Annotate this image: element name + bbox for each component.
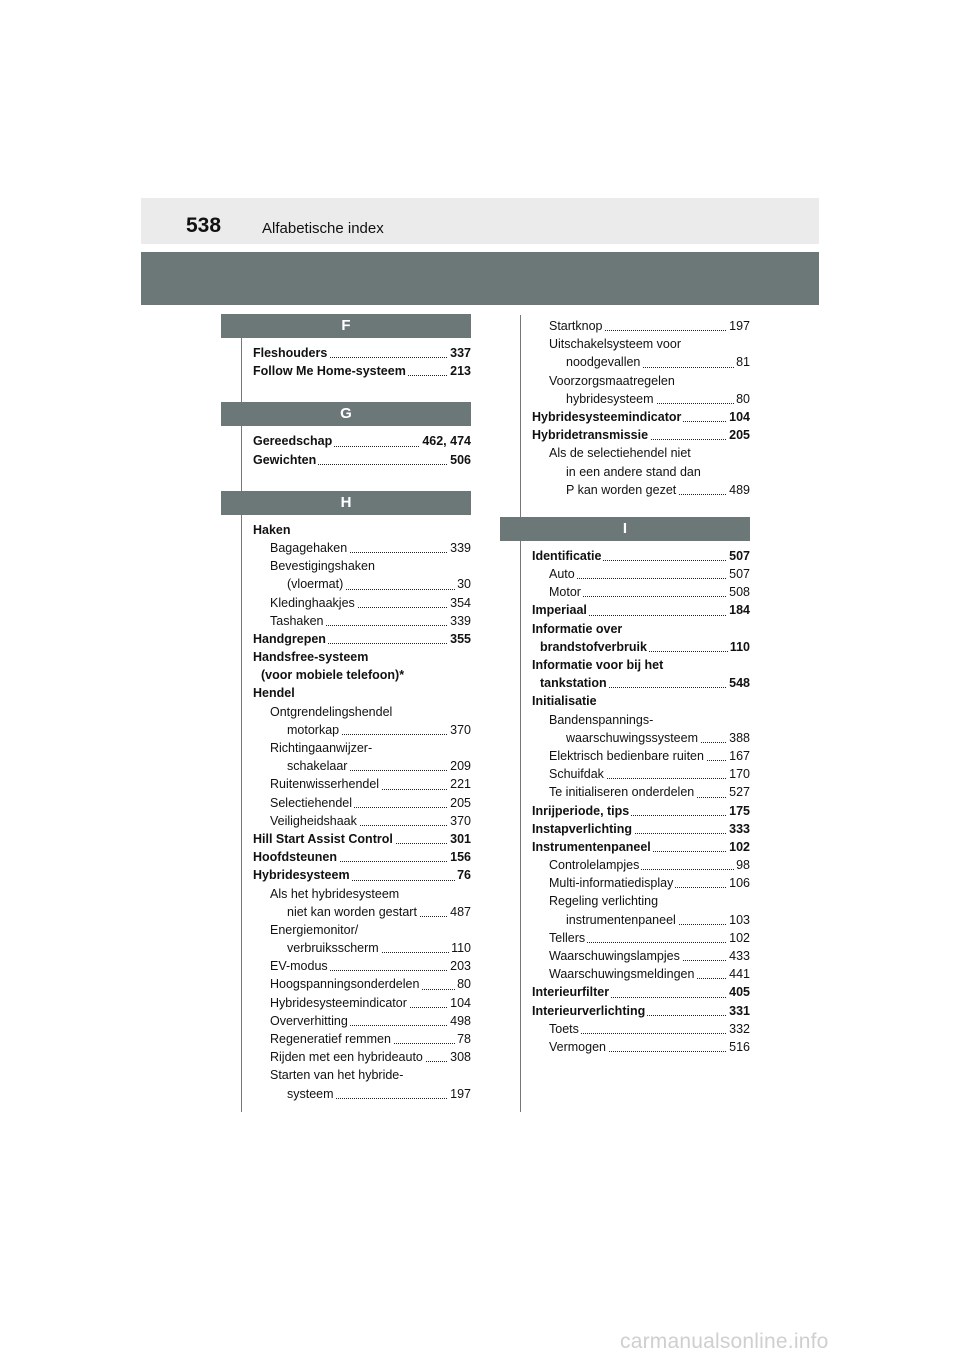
index-subentry [500, 583, 750, 601]
entry-page-ref: 102 [727, 838, 750, 856]
entry-page-ref: 548 [727, 674, 750, 692]
entry-label: Kledinghaakjes [270, 595, 355, 610]
entry-label: schakelaar [287, 759, 348, 774]
index-subentry [500, 372, 750, 390]
index-subentry [221, 575, 471, 593]
entry-page-ref: 30 [455, 575, 471, 593]
entry-label: Starten van het hybride- [270, 1068, 404, 1083]
index-entry [221, 432, 471, 450]
entry-label: Bevestigingshaken [270, 559, 375, 574]
entry-page-ref: 332 [727, 1020, 750, 1038]
index-entry [221, 362, 471, 380]
index-entry [221, 684, 471, 702]
entry-label: Waarschuwingslampjes [549, 949, 680, 963]
page-title: Alfabetische index [262, 220, 384, 237]
entry-page-ref: 331 [727, 1002, 750, 1020]
index-subentry [221, 957, 471, 975]
entry-label: Auto [549, 567, 575, 582]
entry-page-ref: 81 [734, 353, 750, 371]
section-letter-h: H [221, 491, 471, 515]
entry-label: tankstation [540, 676, 607, 691]
entry-label: Follow Me Home-systeem [253, 364, 406, 379]
entry-label: verbruiksscherm [287, 941, 379, 956]
entry-label: Energiemonitor/ [270, 922, 359, 937]
entry-label: Inrijperiode, tips [532, 803, 630, 818]
index-entry [221, 630, 471, 648]
entry-page-ref: 110 [728, 638, 750, 656]
index-entry [500, 426, 750, 444]
entry-label: Rijden met een hybrideauto [270, 1050, 423, 1065]
entry-page-ref: 102 [727, 929, 750, 947]
entry-page-ref: 370 [448, 721, 471, 739]
index-subentry [500, 565, 750, 583]
index-entry [221, 648, 471, 666]
entry-page-ref: 205 [448, 794, 471, 812]
entry-page-ref: 388 [727, 729, 750, 747]
entry-label: Hybridesysteem [253, 868, 350, 883]
index-subentry [500, 390, 750, 408]
index-subentry [221, 775, 471, 793]
entry-page-ref: 339 [448, 612, 471, 630]
entry-page-ref: 498 [448, 1012, 471, 1030]
index-subentry [500, 1038, 750, 1056]
index-subentry [500, 481, 750, 499]
index-subentry [500, 1020, 750, 1038]
section-letter-g: G [221, 402, 471, 426]
entry-label: Voorzorgsmaatregelen [549, 373, 675, 388]
index-subentry [221, 539, 471, 557]
entry-label: Instrumentenpaneel [532, 839, 651, 854]
entry-label: Hill Start Assist Control [253, 831, 393, 846]
index-subentry [221, 612, 471, 630]
index-subentry [221, 994, 471, 1012]
entry-page-ref: 106 [727, 874, 750, 892]
entry-page-ref: 80 [455, 975, 471, 993]
entry-page-ref: 405 [727, 983, 750, 1001]
index-entry [500, 547, 750, 565]
entry-page-ref: 516 [727, 1038, 750, 1056]
index-subentry [221, 703, 471, 721]
entry-label: Initialisatie [532, 694, 597, 709]
entry-label: Tashaken [270, 613, 324, 628]
entry-label: Regeling verlichting [549, 894, 659, 909]
entry-label: Motor [549, 585, 581, 600]
index-entry [221, 344, 471, 362]
index-entry [500, 656, 750, 674]
entry-label: Oververhitting [270, 1013, 348, 1028]
entry-label: Toets [549, 1021, 579, 1036]
entry-label: Informatie voor bij het [532, 658, 664, 672]
entry-page-ref: 333 [727, 820, 750, 838]
entry-page-ref: 167 [727, 747, 750, 765]
index-entry [221, 451, 471, 469]
entry-label: Schuifdak [549, 767, 604, 782]
entry-label: Tellers [549, 930, 586, 945]
index-entry [221, 866, 471, 884]
index-subentry [500, 353, 750, 371]
index-entry [221, 521, 471, 539]
index-subentry [221, 1030, 471, 1048]
entry-label: Gereedschap [253, 434, 333, 449]
entry-label: P kan worden gezet [566, 482, 677, 497]
entry-label: Fleshouders [253, 346, 328, 360]
entry-label: Vermogen [549, 1039, 606, 1054]
entry-page-ref: 370 [448, 812, 471, 830]
entry-page-ref: 339 [448, 539, 471, 557]
entry-page-ref: 337 [448, 344, 471, 362]
index-subentry [221, 794, 471, 812]
header-band [141, 252, 819, 305]
entry-page-ref: 104 [727, 408, 750, 426]
index-entry [500, 638, 750, 656]
entry-page-ref: 462, 474 [420, 432, 471, 450]
index-subentry [221, 739, 471, 757]
header-bar [141, 198, 819, 244]
index-entry [500, 674, 750, 692]
index-subentry [221, 939, 471, 957]
index-subentry [221, 721, 471, 739]
entry-label: (vloermat) [287, 577, 344, 592]
entry-page-ref: 184 [727, 601, 750, 619]
entry-page-ref: 507 [727, 547, 750, 565]
index-subentry [221, 903, 471, 921]
left-index-column [221, 314, 471, 1103]
index-subentry [500, 947, 750, 965]
index-subentry [221, 594, 471, 612]
entry-label: Te initialiseren onderdelen [549, 785, 695, 800]
entry-page-ref: 507 [727, 565, 750, 583]
entry-page-ref: 308 [448, 1048, 471, 1066]
index-entry [500, 601, 750, 619]
index-entry [500, 820, 750, 838]
entry-label: Startknop [549, 319, 603, 333]
entry-label: Hoofdsteunen [253, 850, 338, 865]
entry-label: Handsfree-systeem [253, 650, 369, 665]
index-subentry [500, 965, 750, 983]
entry-page-ref: 110 [449, 939, 471, 957]
index-subentry [221, 1048, 471, 1066]
entry-page-ref: 203 [448, 957, 471, 975]
entry-label: Interieurfilter [532, 985, 610, 1000]
entry-label: EV-modus [270, 959, 328, 974]
entry-label: (voor mobiele telefoon)* [261, 668, 405, 683]
index-entry [221, 666, 471, 684]
entry-label: Hoogspanningsonderdelen [270, 977, 420, 992]
entry-page-ref: 489 [727, 481, 750, 499]
entry-label: Als het hybridesysteem [270, 886, 400, 901]
leader-dots [549, 578, 750, 579]
entry-page-ref: 441 [727, 965, 750, 983]
index-subentry [221, 557, 471, 575]
entry-label: noodgevallen [566, 355, 641, 370]
entry-label: Multi-informatiedisplay [549, 876, 674, 891]
entry-label: Haken [253, 522, 291, 537]
index-subentry [500, 874, 750, 892]
watermark: carmanualsonline.info [620, 1330, 829, 1353]
entry-label: hybridesysteem [566, 391, 654, 406]
index-subentry [500, 929, 750, 947]
index-entry [500, 983, 750, 1001]
entry-label: Gewichten [253, 452, 317, 467]
entry-label: Bagagehaken [270, 540, 348, 555]
entry-label: Imperiaal [532, 603, 587, 618]
entry-page-ref: 355 [448, 630, 471, 648]
entry-label: Regeneratief remmen [270, 1032, 391, 1046]
entry-page-ref: 80 [734, 390, 750, 408]
entry-page-ref: 76 [455, 866, 471, 884]
index-subentry [500, 444, 750, 462]
index-subentry [221, 1012, 471, 1030]
entry-page-ref: 175 [727, 802, 750, 820]
entry-page-ref: 527 [727, 783, 750, 801]
entry-label: systeem [287, 1086, 334, 1101]
entry-page-ref: 104 [448, 994, 471, 1012]
index-subentry [500, 892, 750, 910]
entry-page-ref: 103 [727, 911, 750, 929]
index-subentry [500, 317, 750, 335]
entry-label: Hybridesysteemindicator [270, 995, 407, 1010]
entry-label: Selectiehendel [270, 795, 353, 810]
entry-label: Als de selectiehendel niet [549, 446, 691, 461]
section-letter-i: I [500, 517, 750, 541]
entry-label: Handgrepen [253, 631, 326, 646]
entry-page-ref: 205 [727, 426, 750, 444]
entry-label: Informatie over [532, 621, 623, 636]
entry-page-ref: 354 [448, 594, 471, 612]
entry-label: brandstofverbruik [540, 639, 647, 654]
index-entry [221, 848, 471, 866]
index-subentry [500, 911, 750, 929]
index-subentry [500, 747, 750, 765]
entry-label: waarschuwingssysteem [566, 730, 698, 745]
index-subentry [221, 885, 471, 903]
entry-label: Richtingaanwijzer- [270, 741, 373, 755]
entry-page-ref: 197 [727, 317, 750, 335]
index-subentry [221, 1066, 471, 1084]
page-number: 538 [186, 214, 222, 237]
entry-page-ref: 170 [727, 765, 750, 783]
entry-label: Instapverlichting [532, 821, 633, 836]
index-subentry [500, 335, 750, 353]
index-entry [500, 802, 750, 820]
entry-page-ref: 506 [448, 451, 471, 469]
index-entry [500, 620, 750, 638]
section-letter-f: F [221, 314, 471, 338]
entry-label: Waarschuwingsmeldingen [549, 967, 695, 982]
index-entry [500, 1002, 750, 1020]
entry-label: niet kan worden gestart [287, 904, 417, 919]
entry-label: instrumentenpaneel [566, 912, 676, 927]
entry-page-ref: 209 [448, 757, 471, 775]
entry-label: Identificatie [532, 548, 602, 563]
entry-label: in een andere stand dan [566, 464, 701, 479]
index-entry [500, 692, 750, 710]
entry-page-ref: 98 [734, 856, 750, 874]
entry-label: motorkap [287, 722, 340, 737]
index-entry [500, 408, 750, 426]
entry-label: Ontgrendelingshendel [270, 704, 393, 719]
entry-page-ref: 508 [727, 583, 750, 601]
entry-page-ref: 156 [448, 848, 471, 866]
index-entry [221, 830, 471, 848]
index-subentry [500, 856, 750, 874]
index-subentry [221, 921, 471, 939]
entry-label: Interieurverlichting [532, 1003, 646, 1018]
entry-label: Hybridesysteemindicator [532, 409, 682, 424]
entry-label: Hybridetransmissie [532, 428, 649, 443]
entry-label: Controlelampjes [549, 858, 640, 873]
entry-label: Veiligheidshaak [270, 813, 357, 828]
entry-page-ref: 433 [727, 947, 750, 965]
index-subentry [500, 711, 750, 729]
entry-label: Ruitenwisserhendel [270, 777, 380, 792]
entry-label: Uitschakelsysteem voor [549, 337, 681, 352]
entry-page-ref: 487 [448, 903, 471, 921]
index-subentry [221, 1085, 471, 1103]
entry-page-ref: 213 [448, 362, 471, 380]
entry-page-ref: 78 [455, 1030, 471, 1048]
entry-page-ref: 197 [448, 1085, 471, 1103]
right-index-column [500, 317, 750, 1056]
entry-page-ref: 221 [448, 775, 471, 793]
index-subentry [221, 975, 471, 993]
index-subentry [221, 812, 471, 830]
entry-label: Hendel [253, 686, 295, 701]
entry-page-ref: 301 [448, 830, 471, 848]
index-entry [500, 838, 750, 856]
index-subentry [500, 729, 750, 747]
entry-label: Elektrisch bedienbare ruiten [549, 748, 704, 763]
entry-label: Bandenspannings- [549, 712, 654, 727]
index-subentry [500, 765, 750, 783]
index-subentry [500, 463, 750, 481]
index-subentry [221, 757, 471, 775]
index-subentry [500, 783, 750, 801]
